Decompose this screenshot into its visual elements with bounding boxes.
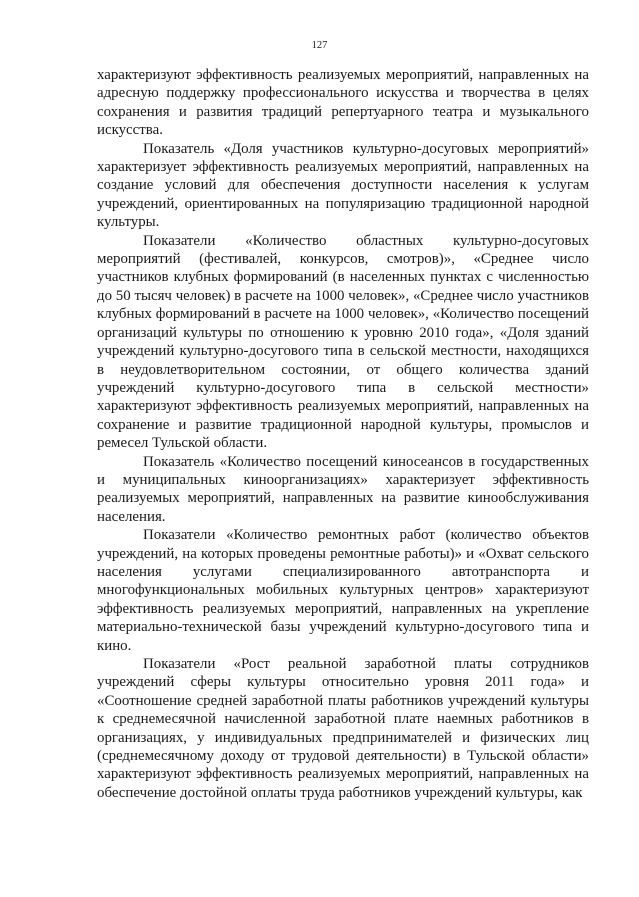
page-number: 127 xyxy=(311,40,328,51)
paragraph-cultural-events: Показатели «Количество областных культурно-досуговых мероприятий (фестивалей, конкурсов, смотров)», «Среднее число участников клубных формирований (в населенных пунктах с численностью до 50 тысяч человек) в расчете на 1000 человек», «Среднее число участников клубных формирований в расчете на 1000 человек», «Количество посещений организаций культуры по отношению к уровню 2010 года», «Доля зданий учреждений культурно-досугового типа в сельской местности, находящихся в неудовлетворительном состоянии, от общего количества зданий учреждений культурно-досугового типа в сельской местности» характеризуют эффективность реализуемых мероприятий, направленных на сохранение и развитие традиционной народной культуры, промыслов и ремесел Тульской области. xyxy=(97,232,589,452)
paragraph-continuation: характеризуют эффективность реализуемых мероприятий, направленных на адресную поддержку профессионального искусства и творчества в целях сохранения и развития традиций репертуарного театра и музыкального искусства. xyxy=(97,67,589,139)
paragraph-participants-share: Показатель «Доля участников культурно-досуговых мероприятий» характеризует эффективность реализуемых мероприятий, направленных на создание условий для обеспечения доступности населения к услугам учреждений, ориентированных на популяризацию традиционной народной культуры. xyxy=(97,140,589,231)
paragraph-salary-growth: Показатели «Рост реальной заработной платы сотрудников учреждений сферы культуры относительно уровня 2011 года» и «Соотношение средней заработной платы работников учреждений культуры к среднемесячной начисленной заработной плате наемных работников в организациях, у индивидуальных предпринимателей и физических лиц (среднемесячному доходу от трудовой деятельности) в Тульской области» характеризуют эффективность реализуемых мероприятий, направленных на обеспечение достойной оплаты труда работников учреждений культуры, как xyxy=(97,656,589,801)
document-body xyxy=(97,66,589,802)
paragraph-cinema-visits: Показатель «Количество посещений киносеансов в государственных и муниципальных киноорганизациях» характеризует эффективность реализуемых мероприятий, направленных на развитие кинообслуживания населения. xyxy=(97,453,589,525)
paragraph-repair-works: Показатели «Количество ремонтных работ (количество объектов учреждений, на которых проведены ремонтные работы)» и «Охват сельского населения услугами специализированного автотранспорта и многофункциональных мобильных культурных центров» характеризуют эффективность реализуемых мероприятий, направленных на укрепление материально-технической базы учреждений культурно-досугового типа и кино. xyxy=(97,527,589,654)
